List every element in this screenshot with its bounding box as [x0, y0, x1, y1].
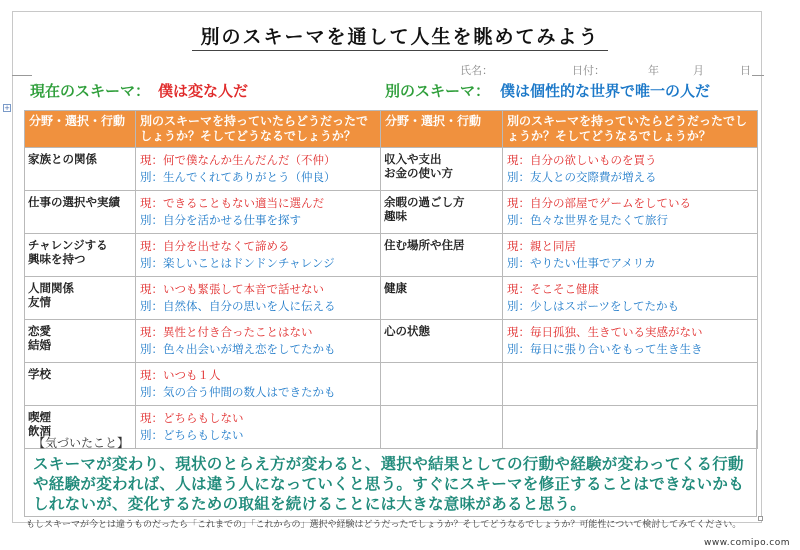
date-label: 日付：: [572, 64, 605, 77]
table-row: [25, 277, 758, 320]
category-cell-left[interactable]: チャレンジする 興味を持つ: [25, 234, 136, 277]
meta-rule-right: [752, 75, 764, 76]
category-cell-right[interactable]: 収入や支出 お金の使い方: [381, 148, 503, 191]
current-answer: 現：いつも１人: [140, 368, 221, 382]
answer-cell-left[interactable]: [136, 320, 381, 363]
answer-cell-right[interactable]: [503, 363, 758, 406]
meta-rule-left: [12, 75, 32, 76]
answer-cell-right[interactable]: [503, 191, 758, 234]
current-schema-value: 僕は変な人だ: [158, 82, 249, 100]
table-row: [25, 320, 758, 363]
answer-cell-left[interactable]: [136, 148, 381, 191]
table-row: [25, 234, 758, 277]
current-answer: 現：異性と付き合ったことはない: [140, 325, 313, 339]
category-cell-right[interactable]: 住む場所や住居: [381, 234, 503, 277]
alternative-answer: 別：少しはスポーツをしてたかも: [507, 299, 680, 313]
answer-cell-right[interactable]: [503, 277, 758, 320]
alternative-answer: 別：自分を活かせる仕事を探す: [140, 213, 301, 227]
category-cell-left[interactable]: 家族との関係: [25, 148, 136, 191]
schema-table: [24, 110, 758, 449]
current-answer: 現：いつも緊張して本音で話せない: [140, 282, 324, 296]
answer-cell-left[interactable]: [136, 191, 381, 234]
page-title: 別のスキーマを通して人生を眺めてみよう: [200, 26, 600, 48]
alternative-answer: 別：自然体、自分の思いを人に伝える: [140, 299, 336, 313]
year-label: 年: [648, 64, 659, 77]
alt-schema-value: 僕は個性的な世界で唯一の人だ: [500, 82, 711, 100]
alternative-answer: 別：毎日に張り合いをもって生き生き: [507, 342, 703, 356]
answer-cell-left[interactable]: [136, 277, 381, 320]
category-cell-right[interactable]: 健康: [381, 277, 503, 320]
current-answer: 現：自分を出せなくて諦める: [140, 239, 290, 253]
header-category-right: 分野・選択・行動: [381, 111, 503, 148]
current-answer: 現：できることもない適当に選んだ: [140, 196, 324, 210]
category-cell-right[interactable]: 心の状態: [381, 320, 503, 363]
answer-cell-right[interactable]: [503, 234, 758, 277]
resize-handle[interactable]: [758, 516, 763, 521]
footnote: もしスキーマが今とは違うものだったら「これまでの」「これからの」選択や経験はどうだったでしょうか？そしてどうなるでしょうか？可能性について検討してみてください。: [26, 520, 742, 530]
name-label: 氏名：: [460, 64, 493, 77]
credit-text: www.comipo.com: [704, 538, 790, 548]
current-answer: 現：自分の欲しいものを買う: [507, 153, 657, 167]
category-cell-left[interactable]: 恋愛 結婚: [25, 320, 136, 363]
header-question-right: 別のスキーマを持っていたらどうだったでしょうか？そしてどうなるでしょうか？: [503, 111, 758, 148]
table-row: [25, 148, 758, 191]
category-cell-left[interactable]: 仕事の選択や実績: [25, 191, 136, 234]
title-underline: [192, 50, 608, 51]
current-answer: 現：自分の部屋でゲームをしている: [507, 196, 691, 210]
current-answer: 現：そこそこ健康: [507, 282, 599, 296]
answer-cell-left[interactable]: [136, 363, 381, 406]
header-question-left: 別のスキーマを持っていたらどうだったでしょうか？そしてどうなるでしょうか？: [136, 111, 381, 148]
alternative-answer: 別：やりたい仕事でアメリカ: [507, 256, 656, 270]
table-row: [25, 363, 758, 406]
notice-box: [24, 430, 757, 517]
alternative-answer: 別：色々な世界を見たくて旅行: [507, 213, 668, 227]
category-cell-left[interactable]: 喫煙 飲酒: [25, 406, 136, 449]
header-category-left: 分野・選択・行動: [25, 111, 136, 148]
table-row: [25, 191, 758, 234]
current-answer: 現：毎日孤独、生きている実感がない: [507, 325, 703, 339]
current-answer: 現：親と同居: [507, 239, 576, 253]
category-cell-left[interactable]: 人間関係 友情: [25, 277, 136, 320]
answer-cell-right[interactable]: [503, 148, 758, 191]
alternative-answer: 別：友人との交際費が増える: [507, 170, 657, 184]
answer-cell-left[interactable]: [136, 234, 381, 277]
alt-schema-label: 別のスキーマ：: [385, 82, 491, 100]
category-cell-left[interactable]: 学校: [25, 363, 136, 406]
notice-body[interactable]: スキーマが変わり、現状のとらえ方が変わると、選択や結果としての行動や経験が変わってくる行動や経験が変われば、人は違う人になっていくと思う。すぐにスキーマを修正することはできないかもしれないが、変化するための取組を続けることには大きな意味があると思う。: [33, 455, 745, 513]
alternative-answer: 別：どちらもしない: [140, 428, 244, 442]
alternative-answer: 別：気の合う仲間の数人はできたかも: [140, 385, 336, 399]
alternative-answer: 別：生んでくれてありがとう（仲良）: [140, 170, 336, 184]
current-answer: 現：何で僕なんか生んだんだ（不仲）: [140, 153, 336, 167]
current-answer: 現：どちらもしない: [140, 411, 244, 425]
month-label: 月: [693, 64, 704, 77]
day-label: 日: [740, 64, 751, 77]
table-header-row: [25, 111, 758, 148]
notice-heading: 【気づいたこと】: [33, 436, 130, 450]
alternative-answer: 別：楽しいことはドンドンチャレンジ: [140, 256, 335, 270]
alternative-answer: 別：色々出会いが増え恋をしてたかも: [140, 342, 336, 356]
category-cell-right[interactable]: 余暇の過ごし方 趣味: [381, 191, 503, 234]
answer-cell-right[interactable]: [503, 320, 758, 363]
table-move-handle-icon[interactable]: +: [4, 104, 10, 112]
current-schema-label: 現在のスキーマ：: [30, 82, 151, 100]
category-cell-right[interactable]: [381, 363, 503, 406]
